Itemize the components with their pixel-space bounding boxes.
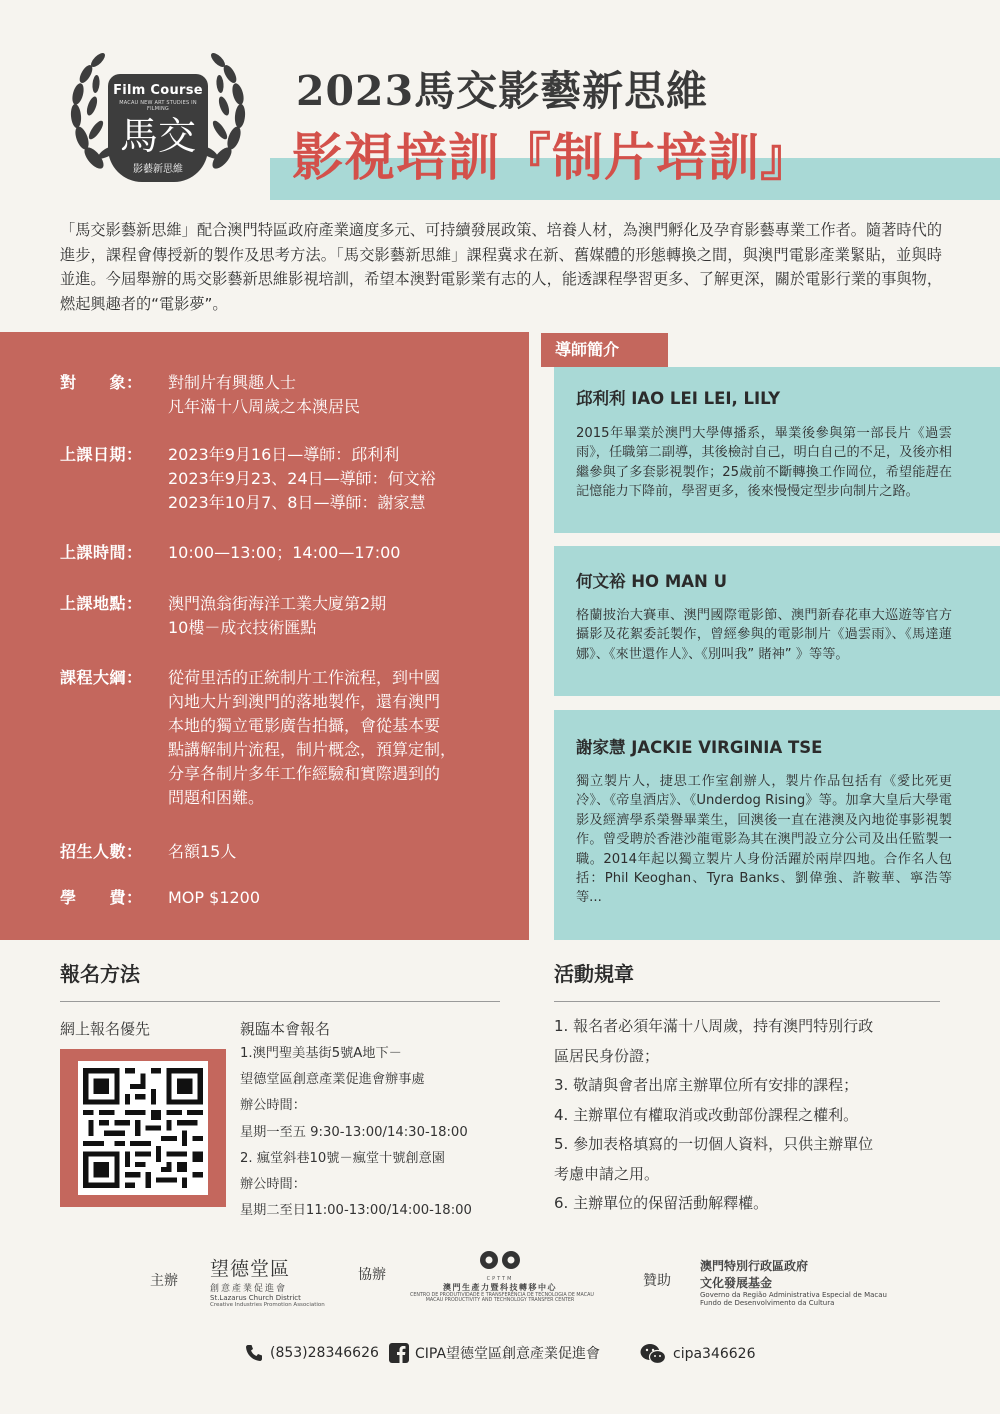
info-fee <box>60 886 508 910</box>
organizer-label: 主辦 <box>150 1273 178 1289</box>
wechat-icon <box>640 1343 666 1365</box>
sponsor-line2: 文化發展基金 <box>700 1276 773 1290</box>
co-organizer-pt: CENTRO DE PRODUTIVIDADE E TRANSFERÊNCIA DE TECNOLOGIA DE MACAU <box>410 1293 594 1298</box>
info-value-line: 2023年9月23、24日—導師：何文裕 <box>168 469 436 488</box>
info-value-line: 10樓－成衣技術匯點 <box>168 618 317 637</box>
organizer-en: St.Lazarus Church District <box>210 1294 301 1302</box>
organizer-logo <box>210 1254 325 1308</box>
info-value-line: 問題和困難。 <box>168 788 265 807</box>
logo-subtitle: MACAU NEW ART STUDIES IN FILMING <box>119 100 197 112</box>
info-value-line: 凡年滿十八周歲之本澳居民 <box>168 397 361 416</box>
wechat-contact[interactable] <box>640 1343 756 1365</box>
info-value-line: 10:00—13:00；14:00—17:00 <box>168 543 401 562</box>
rules-list <box>554 1012 873 1219</box>
logo-mark <box>108 74 208 182</box>
rule-item: 5. 參加表格填寫的一切個人資料，只供主辦單位 <box>554 1135 874 1153</box>
facebook-page[interactable]: CIPA望德堂區創意產業促進會 <box>415 1346 601 1362</box>
mentor-card <box>554 367 1000 533</box>
mentor-card <box>554 546 1000 696</box>
rule-item: 6. 主辦單位的保留活動解釋權。 <box>554 1194 769 1212</box>
info-label: 對 象： <box>60 373 143 392</box>
mentor-bio: 格蘭披治大賽車、澳門國際電影節、澳門新春花車大巡遊等官方攝影及花絮委託製作，曾經參與的電影制片《過雲雨》、《馬達蓮娜》、《來世還作人》、《別叫我” 賭神” 》等等。 <box>576 608 952 662</box>
info-quota <box>60 840 508 864</box>
sponsor-pt2: Fundo de Desenvolvimento da Cultura <box>700 1299 835 1307</box>
phone-icon <box>244 1343 264 1363</box>
registration-title: 報名方法 <box>60 962 140 986</box>
info-label: 上課時間： <box>60 543 143 562</box>
rule-item: 區居民身份證； <box>554 1046 660 1065</box>
phone-number[interactable]: (853)28346626 <box>270 1345 379 1361</box>
organizer-en2: Creative Industries Promotion Association <box>210 1302 325 1308</box>
organizer-name: 望德堂區 <box>210 1258 291 1280</box>
info-value-line: 點講解制片流程，制片概念，預算定制， <box>168 740 457 759</box>
page-title-line1: 2023馬交影藝新思維 <box>296 67 709 115</box>
online-registration-label: 網上報名優先 <box>60 1020 151 1038</box>
co-organizer-label: 協辦 <box>358 1267 386 1283</box>
info-value-line: 2023年9月16日—導師：邱利利 <box>168 445 400 464</box>
sponsor-pt1: Governo da Região Administrativa Especial de Macau <box>700 1291 887 1299</box>
info-outline <box>60 666 508 810</box>
facebook-contact[interactable] <box>389 1343 600 1363</box>
info-value-line: 從荷里活的正統制片工作流程，到中國 <box>168 668 441 687</box>
co-organizer-name: 澳門生產力暨科技轉移中心 <box>443 1283 557 1292</box>
co-organizer-mark: CPTTM <box>486 1276 514 1282</box>
inperson-address-list <box>240 1041 472 1224</box>
phone-contact[interactable] <box>244 1343 379 1363</box>
mentor-card <box>554 710 1000 940</box>
intro-paragraph: 「馬交影藝新思維」配合澳門特區政府產業適度多元、可持續發展政策、培養人材，為澳門孵化及孕育影藝專業工作者。隨著時代的進步，課程會傳授新的製作及思考方法。「馬交影藝新思維」課程冀求在新、舊媒體的形態轉換之間，與澳門電影產業緊貼，並與時並進。今屆舉辦的馬交影藝新思維影視培訓，希望本澳對電影業有志的人，能透課程學習更多、了解更深，關於電影行業的事與物，燃起興趣者的“電影夢”。 <box>60 221 942 313</box>
mentor-name: 謝家慧 JACKIE VIRGINIA TSE <box>576 738 823 757</box>
mentor-section-tab: 導師簡介 <box>541 333 668 367</box>
film-course-logo <box>58 40 258 190</box>
rules-title: 活動規章 <box>554 962 634 986</box>
address-line: 辦公時間： <box>240 1177 306 1193</box>
info-value-line: 內地大片到澳門的落地製作，還有澳門 <box>168 692 441 711</box>
address-line: 2. 瘋堂斜巷10號－瘋堂十號創意園 <box>240 1150 445 1166</box>
sponsor-label: 贊助 <box>643 1273 671 1289</box>
address-line: 星期二至日11:00-13:00/14:00-18:00 <box>240 1203 472 1219</box>
info-value-line: 分享各制片多年工作經驗和實際遇到的 <box>168 764 441 783</box>
info-venue <box>60 592 508 640</box>
info-label: 上課日期： <box>60 445 143 464</box>
address-line: 星期一至五 9:30-13:00/14:30-18:00 <box>240 1124 468 1140</box>
rule-item: 考慮申請之用。 <box>554 1164 660 1183</box>
inperson-registration-label: 親臨本會報名 <box>240 1020 331 1038</box>
info-target <box>60 371 508 419</box>
mentor-bio: 2015年畢業於澳門大學傳播系，畢業後參與第一部長片《過雲雨》，任職第二副導，其後檢討自己，明白自己的不足，及後亦相繼參與了多套影視製作；25歲前不斷轉換工作岡位，希望能趕在記憶能力下降前，學習更多，後來慢慢定型步向制片之路。 <box>576 426 952 500</box>
address-line: 1.澳門聖美基街5號A地下－ <box>240 1046 402 1061</box>
mentor-name: 邱利利 IAO LEI LEI, LILY <box>576 389 781 408</box>
info-time <box>60 541 508 565</box>
co-organizer-en: MACAU PRODUCTIVITY AND TECHNOLOGY TRANSFER CENTER <box>425 1298 575 1303</box>
info-value-line: MOP $1200 <box>168 888 261 907</box>
divider <box>60 1001 500 1002</box>
registration-qr-frame[interactable] <box>60 1049 226 1207</box>
info-value-line: 本地的獨立電影廣告拍攝，會從基本要 <box>168 716 441 735</box>
info-value-line: 對制片有興趣人士 <box>168 373 297 392</box>
sponsor-logo <box>700 1257 887 1307</box>
mentor-name: 何文裕 HO MAN U <box>576 572 727 591</box>
address-line: 望德堂區創意產業促進會辦事處 <box>240 1072 425 1088</box>
rule-item: 4. 主辦單位有權取消或改動部份課程之權利。 <box>554 1105 859 1124</box>
cpttm-logo-icon <box>475 1246 525 1276</box>
sponsor-line1: 澳門特別行政區政府 <box>700 1259 809 1273</box>
info-label: 上課地點： <box>60 594 143 613</box>
page-title-line2: 影視培訓『制片培訓』 <box>292 128 813 188</box>
info-label: 學 費： <box>60 888 143 907</box>
qr-code-icon[interactable] <box>78 1061 208 1195</box>
logo-glyphs: 馬交 <box>119 114 196 158</box>
info-value-line: 澳門漁翁街海洋工業大廈第2期 <box>168 594 387 613</box>
rule-item: 3. 敬請與會者出席主辦單位所有安排的課程； <box>554 1076 859 1094</box>
info-value-line: 2023年10月7、8日—導師：謝家慧 <box>168 493 426 512</box>
facebook-icon <box>389 1343 409 1363</box>
rule-item: 1. 報名者必須年滿十八周歲，持有澳門特別行政 <box>554 1017 874 1035</box>
info-value-line: 名額15人 <box>168 842 237 861</box>
logo-film-course: Film Course <box>113 83 203 98</box>
address-line: 辦公時間： <box>240 1098 306 1114</box>
info-label: 課程大綱： <box>60 668 143 687</box>
info-label: 招生人數： <box>60 842 143 861</box>
wechat-id[interactable]: cipa346626 <box>673 1346 756 1362</box>
info-dates <box>60 443 508 515</box>
logo-caption: 影藝新思維 <box>133 164 183 175</box>
organizer-subname: 創意產業促進會 <box>210 1284 288 1294</box>
mentor-bio: 獨立製片人，捷思工作室創辦人，製片作品包括有《愛比死更冷》、《帝皇酒店》、《Underdog Rising》等。加拿大皇后大學電影及經濟學系榮譽畢業生，回澳後一直在港澳及內地從事影視製作。曾受聘於香港沙龍電影為其在澳門設立分公司及出任監製一職。2014年起以獨立製片人身份活躍於兩岸四地。合作名人包括：Phil Keoghan、Tyra Banks、劉偉強、許鞍華、寧浩等等... <box>576 774 952 906</box>
co-organizer-logo <box>410 1246 594 1303</box>
divider <box>554 1001 940 1002</box>
